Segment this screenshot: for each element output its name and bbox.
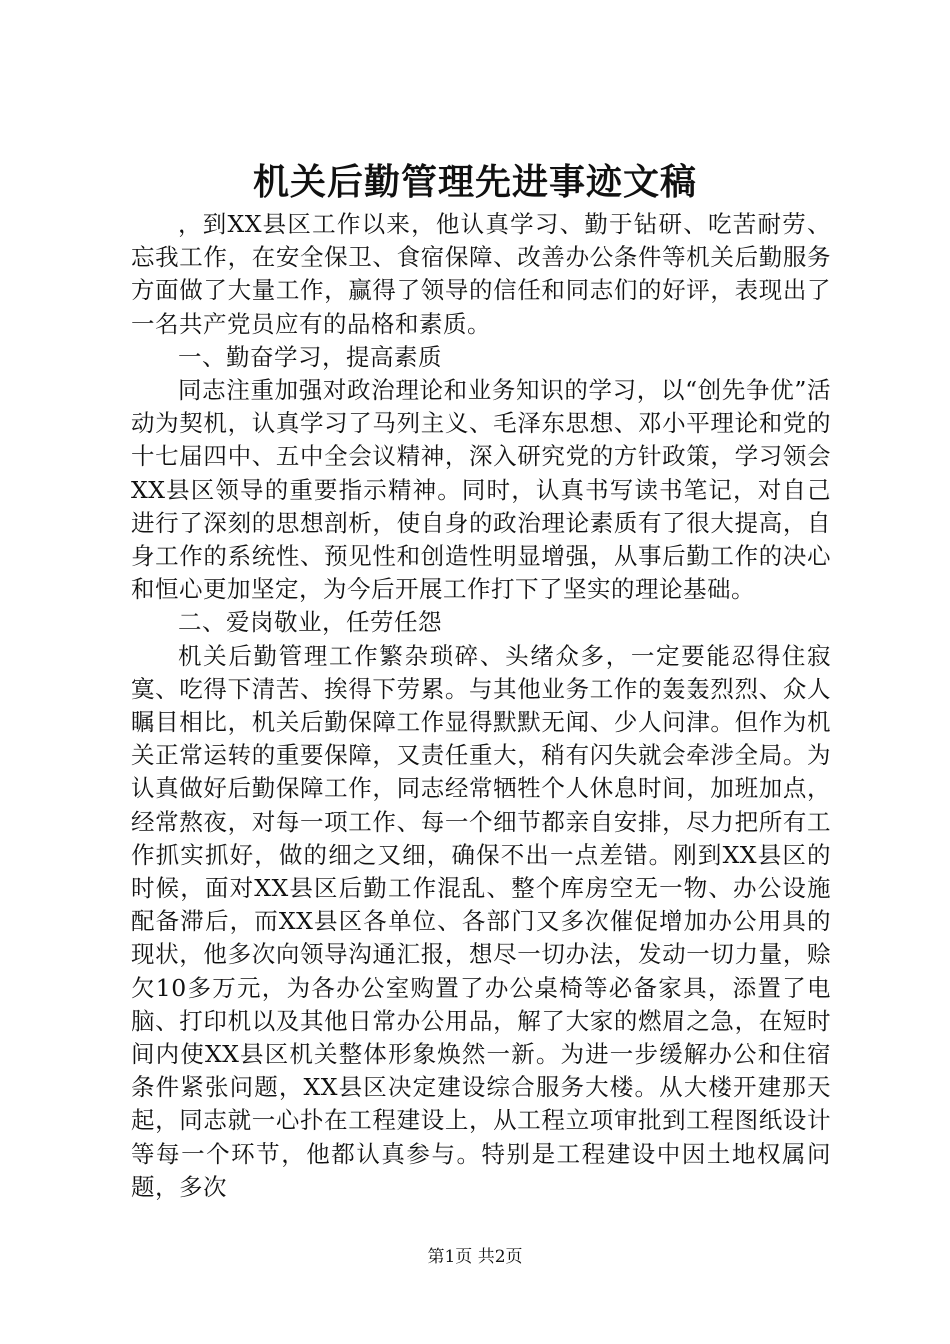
paragraph-dedication: 机关后勤管理工作繁杂琐碎、头绪众多，一定要能忍得住寂寞、吃得下清苦、挨得下劳累。与其他业务工作的轰轰烈烈、众人瞩目相比，机关后勤保障工作显得默默无闻、少人问津。但作为机关正常运转的重要保障，又责任重大，稍有闪失就会牵涉全局。为认真做好后勤保障工作，同志经常牺牲个人休息时间，加班加点，经常熬夜，对每一项工作、每一个细节都亲自安排，尽力把所有工作抓实抓好，做的细之又细，确保不出一点差错。刚到XX县区的时候，面对XX县区后勤工作混乱、整个库房空无一物、办公设施配备滞后，而XX县区各单位、各部门又多次催促增加办公用具的现状，他多次向领导沟通汇报，想尽一切办法，发动一切力量，赊欠10多万元，为各办公室购置了办公桌椅等必备家具，添置了电脑、打印机以及其他日常办公用品，解了大家的燃眉之急，在短时间内使XX县区机关整体形象焕然一新。为进一步缓解办公和住宿条件紧张问题，XX县区决定建设综合服务大楼。从大楼开建那天起，同志就一心扑在工程建设上，从工程立项审批到工程图纸设计等每一个环节，他都认真参与。特别是工程建设中因土地权属问题，多次 <box>131 641 831 1201</box>
section-heading-2: 二、爱岗敬业，任劳任怨 <box>178 608 442 637</box>
paragraph-study: 同志注重加强对政治理论和业务知识的学习，以“创先争优”活动为契机，认真学习了马列主义、毛泽东思想、邓小平理论和党的十七届四中、五中全会议精神，深入研究党的方针政策，学习领会XX县区领导的重要指示精神。同时，认真书写读书笔记，对自己进行了深刻的思想剖析，使自身的政治理论素质有了很大提高，自身工作的系统性、预见性和创造性明显增强，从事后勤工作的决心和恒心更加坚定，为今后开展工作打下了坚实的理论基础。 <box>131 376 831 604</box>
document-title: 机关后勤管理先进事迹文稿 <box>252 161 697 203</box>
paragraph-intro: ，到XX县区工作以来，他认真学习、勤于钻研、吃苦耐劳、忘我工作，在安全保卫、食宿保障、改善办公条件等机关后勤服务方面做了大量工作，赢得了领导的信任和同志们的好评，表现出了一名共产党员应有的品格和素质。 <box>131 210 831 338</box>
page-number-footer: 第1页 共2页 <box>427 1247 523 1267</box>
section-heading-1: 一、勤奋学习，提高素质 <box>178 342 442 371</box>
document-body <box>131 208 831 1204</box>
